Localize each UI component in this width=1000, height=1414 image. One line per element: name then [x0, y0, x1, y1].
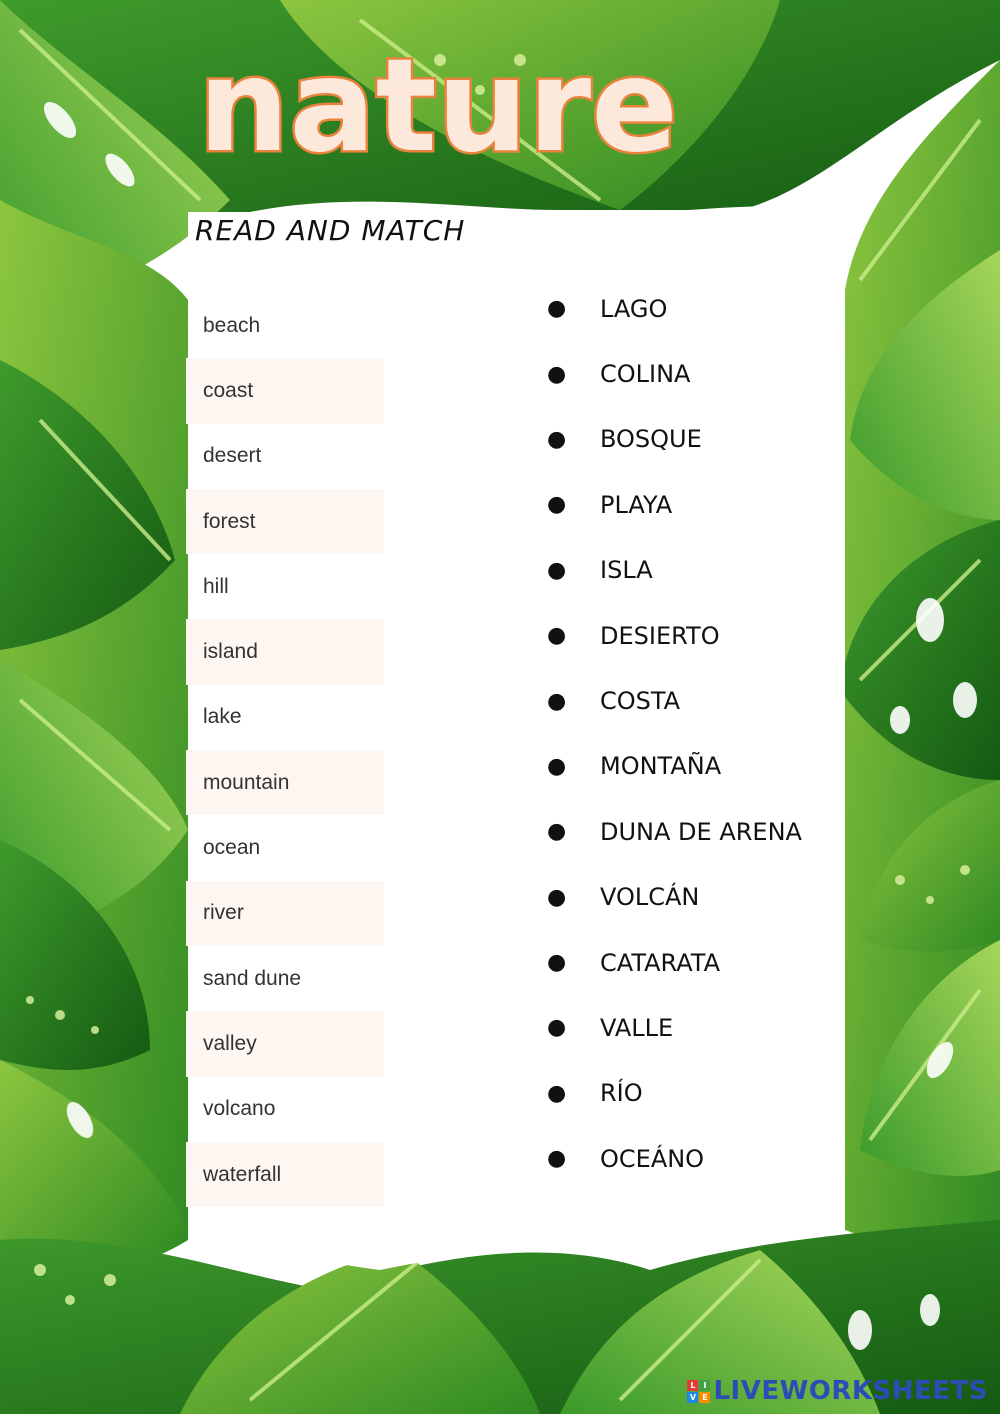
spanish-word-valle: VALLE — [600, 1013, 674, 1042]
spanish-word-costa: COSTA — [600, 687, 681, 716]
spanish-item[interactable] — [545, 603, 845, 668]
logo-badge-letter: E — [699, 1392, 710, 1403]
spanish-word-isla: ISLA — [600, 556, 653, 585]
worksheet-title — [148, 38, 728, 178]
logo-badge-letter: L — [687, 1380, 698, 1391]
bullet-dot[interactable]: ● — [547, 557, 567, 583]
bullet-dot[interactable]: ● — [547, 1080, 567, 1106]
spanish-item[interactable] — [545, 1126, 845, 1191]
spanish-item[interactable] — [545, 1061, 845, 1126]
liveworksheets-logo — [687, 1376, 988, 1406]
english-word-volcano[interactable]: volcano — [203, 1097, 276, 1121]
spanish-item[interactable] — [545, 865, 845, 930]
spanish-item[interactable] — [545, 276, 845, 341]
spanish-item[interactable] — [545, 930, 845, 995]
spanish-word-volcan: VOLCÁN — [600, 883, 700, 912]
bullet-dot[interactable]: ● — [547, 623, 567, 649]
english-word-hill[interactable]: hill — [203, 574, 229, 598]
spanish-word-bosque: BOSQUE — [600, 425, 702, 454]
spanish-word-catarata: CATARATA — [600, 948, 720, 977]
bullet-dot[interactable]: ● — [547, 753, 567, 779]
english-word-island[interactable]: island — [186, 619, 384, 684]
english-word-sand-dune[interactable]: sand dune — [203, 966, 302, 990]
spanish-item[interactable] — [545, 407, 845, 472]
spanish-word-desierto: DESIERTO — [600, 621, 720, 650]
spanish-word-playa: PLAYA — [600, 490, 673, 519]
bullet-dot[interactable]: ● — [547, 1015, 567, 1041]
spanish-word-montana: MONTAÑA — [600, 752, 722, 781]
spanish-word-colina: COLINA — [600, 360, 691, 389]
english-word-mountain[interactable]: mountain — [186, 750, 384, 815]
english-word-beach[interactable]: beach — [203, 313, 261, 337]
bullet-dot[interactable]: ● — [547, 361, 567, 387]
bullet-dot[interactable]: ● — [547, 492, 567, 518]
bullet-dot[interactable]: ● — [547, 884, 567, 910]
bullet-dot[interactable]: ● — [547, 296, 567, 322]
english-word-river[interactable]: river — [186, 881, 384, 946]
spanish-item[interactable] — [545, 995, 845, 1060]
bullet-dot[interactable]: ● — [547, 819, 567, 845]
english-word-forest[interactable]: forest — [186, 489, 384, 554]
logo-badge-letter: I — [699, 1380, 710, 1391]
english-word-valley[interactable]: valley — [186, 1011, 384, 1076]
spanish-word-duna-de-arena: DUNA DE ARENA — [600, 817, 802, 846]
bullet-dot[interactable]: ● — [547, 688, 567, 714]
spanish-word-rio: RÍO — [600, 1079, 643, 1108]
spanish-item[interactable] — [545, 668, 845, 733]
title-text: nature — [198, 38, 678, 178]
logo-badge-letter: V — [687, 1392, 698, 1403]
english-word-waterfall[interactable]: waterfall — [186, 1142, 384, 1207]
spanish-word-lago: LAGO — [600, 294, 668, 323]
spanish-word-oceano: OCEÁNO — [600, 1144, 705, 1173]
spanish-item[interactable] — [545, 341, 845, 406]
logo-text: LIVEWORKSHEETS — [713, 1376, 988, 1406]
bullet-dot[interactable]: ● — [547, 426, 567, 452]
spanish-item[interactable] — [545, 734, 845, 799]
bullet-dot[interactable]: ● — [547, 950, 567, 976]
spanish-word-list — [545, 276, 845, 1191]
english-word-list — [186, 293, 384, 1207]
english-word-lake[interactable]: lake — [203, 705, 242, 729]
spanish-item[interactable] — [545, 538, 845, 603]
instructions-heading: READ AND MATCH — [195, 214, 466, 247]
logo-badge-icon — [687, 1380, 710, 1403]
bullet-dot[interactable]: ● — [547, 1146, 567, 1172]
english-word-ocean[interactable]: ocean — [203, 836, 261, 860]
spanish-item[interactable] — [545, 799, 845, 864]
spanish-item[interactable] — [545, 472, 845, 537]
english-word-coast[interactable]: coast — [186, 358, 384, 423]
english-word-desert[interactable]: desert — [203, 444, 262, 468]
